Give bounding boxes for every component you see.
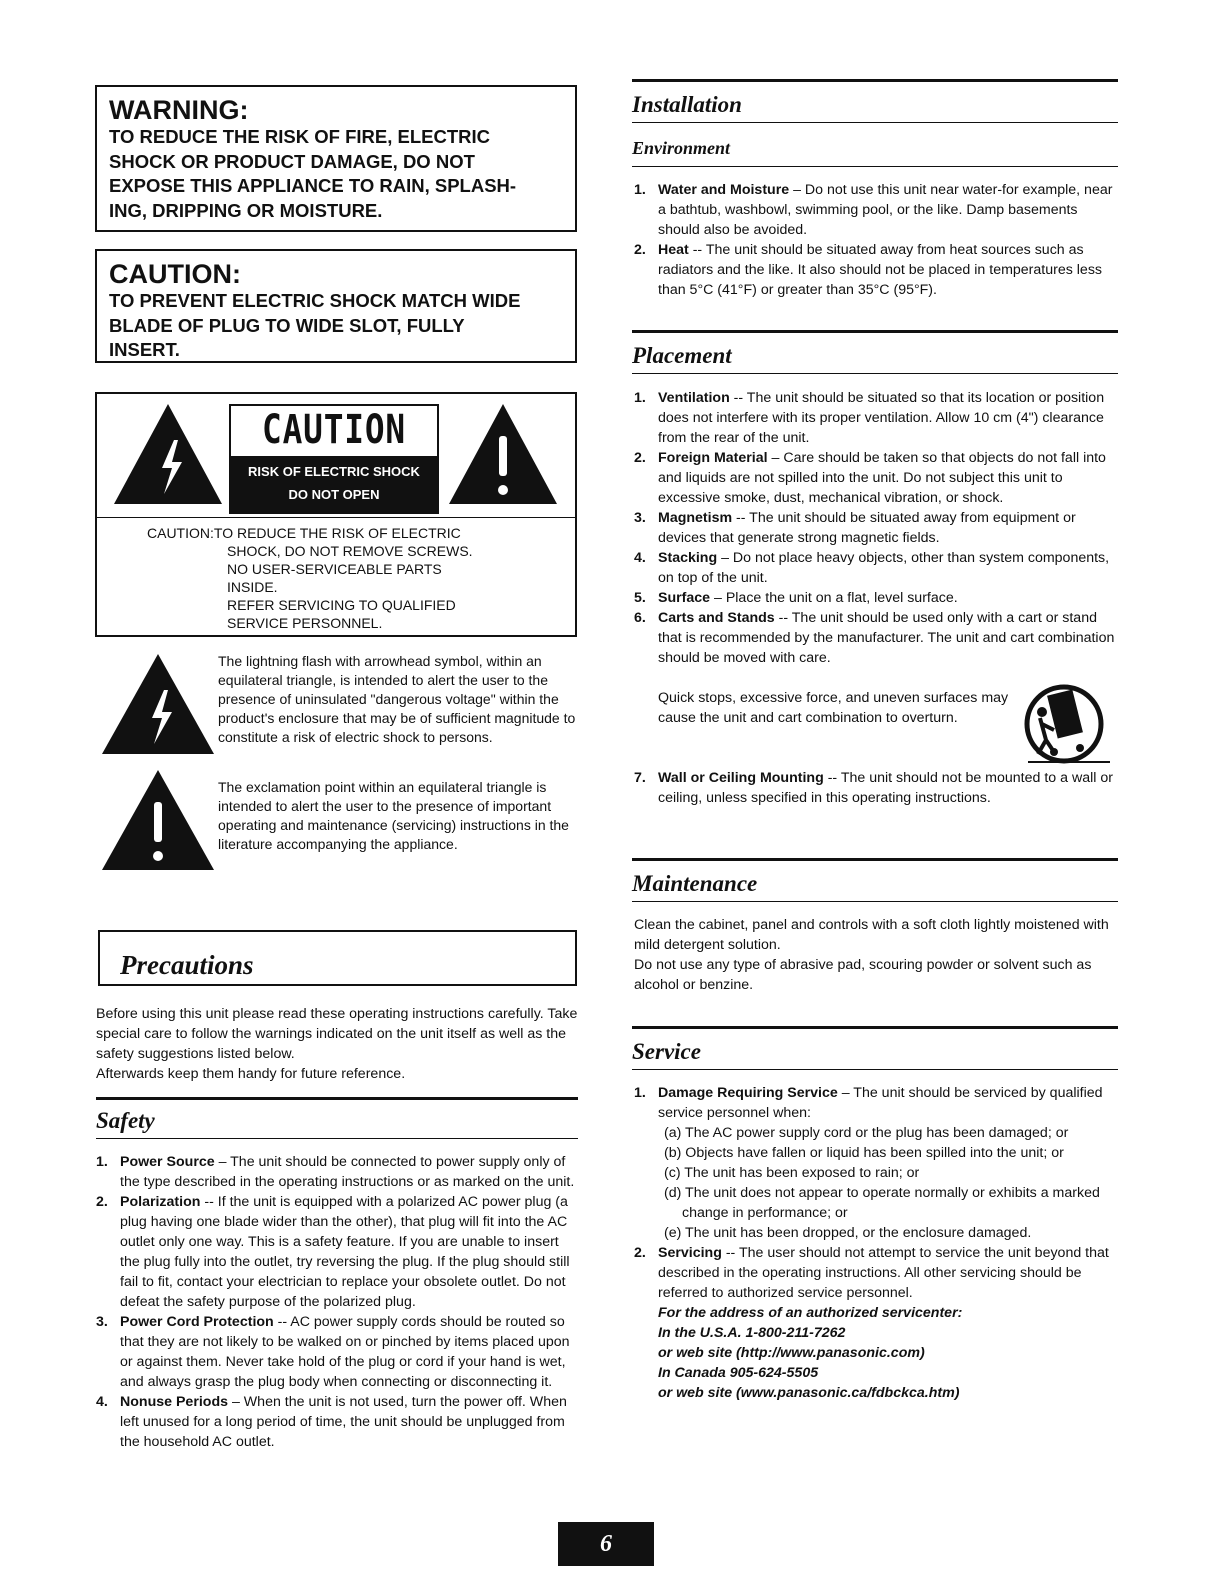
list-item: (e) The unit has been dropped, or the enclosure damaged. bbox=[664, 1225, 1032, 1241]
list-item: 6. Carts and Stands -- The unit should be used only with a cart or stand that is recommended by the manufacturer. The unit and cart combination should be moved with care. bbox=[634, 610, 1115, 666]
lightning-symbol-icon bbox=[100, 652, 216, 756]
placement-title: Placement bbox=[632, 343, 732, 368]
caution-label-big: CAUTION bbox=[262, 407, 406, 453]
list-item: 2. Polarization -- If the unit is equipped with a polarized AC power plug (a plug having one blade wider than the other), that plug will fit into the AC outlet only one way. This is a safety feature. If you are unable to insert the plug fully into the outlet, try reversing the plug. If the plug should still fail to fit, contact your electrician to replace your obsolete outlet. Do not defeat the safety purpose of the polarized plug. bbox=[96, 1194, 570, 1310]
caution-box bbox=[95, 249, 577, 363]
safety-list bbox=[96, 1152, 578, 1452]
list-item: 4. Nonuse Periods – When the unit is not used, turn the power off. When left unused for a long period of time, the unit should be unplugged from the household AC outlet. bbox=[96, 1394, 567, 1450]
warning-line: TO REDUCE THE RISK OF FIRE, ELECTRIC bbox=[109, 126, 490, 147]
caution-label-text-line: REFER SERVICING TO QUALIFIED bbox=[227, 597, 456, 613]
maintenance-text-1: Clean the cabinet, panel and controls with a soft cloth lightly moistened with mild detergent solution. bbox=[634, 917, 1109, 953]
lightning-warning-icon bbox=[112, 402, 224, 506]
list-item: 5. Surface – Place the unit on a flat, level surface. bbox=[634, 590, 958, 606]
list-item: 4. Stacking – Do not place heavy objects, other than system components, on top of the unit. bbox=[634, 550, 1110, 586]
caution-label-line1: RISK OF ELECTRIC SHOCK bbox=[248, 464, 420, 479]
exclamation-warning-icon bbox=[447, 402, 559, 506]
caution-label-line2: DO NOT OPEN bbox=[288, 487, 380, 502]
lightning-symbol-text: The lightning flash with arrowhead symbol, within an equilateral triangle, is intended to alert the user to the presence of uninsulated "dangerous voltage" within the product's enclosure that may be of sufficient magnitude to constitute a risk of electric shock to persons. bbox=[218, 653, 576, 745]
maintenance-title: Maintenance bbox=[632, 871, 758, 896]
cart-tipping-icon bbox=[1024, 678, 1110, 772]
service-list bbox=[634, 1083, 1118, 1403]
precautions-intro2: Afterwards keep them handy for future reference. bbox=[96, 1066, 406, 1082]
safety-title: Safety bbox=[96, 1108, 155, 1133]
service-title: Service bbox=[632, 1039, 701, 1064]
list-item: 1. Power Source – The unit should be connected to power supply only of the type described in the operating instructions or as marked on the unit. bbox=[96, 1154, 575, 1190]
service-contact-line: In the U.S.A. 1-800-211-7262 bbox=[658, 1325, 846, 1341]
list-item: 2. Heat -- The unit should be situated away from heat sources such as radiators and the like. It also should not be placed in temperatures less than 5°C (41°F) or greater than 35°C (95°F). bbox=[634, 242, 1103, 298]
list-item: 1. Ventilation -- The unit should be situated so that its location or position does not interfere with its proper ventilation. Allow 10 cm (4") clearance from the rear of the unit. bbox=[634, 390, 1105, 446]
service-contact-line: For the address of an authorized servicenter: bbox=[658, 1305, 963, 1321]
maintenance-text-2: Do not use any type of abrasive pad, scouring powder or solvent such as alcohol or benzine. bbox=[634, 957, 1092, 993]
warning-title: WARNING: bbox=[109, 95, 249, 125]
exclamation-symbol-text: The exclamation point within an equilateral triangle is intended to alert the user to the presence of important operating and maintenance (servicing) instructions in the literature accompanying the appliance. bbox=[218, 779, 569, 852]
list-item: 1. Damage Requiring Service – The unit should be serviced by qualified service personnel when: (a) The AC power supply cord or the plug has been damaged; or (b) Objects have fallen or liquid has been spilled into the unit; or (c) The unit has been exposed to rain; or (d) The unit does not appear to operate normally or exhibits a marked change in performance; or (e) The unit has been dropped, or the enclosure damaged. bbox=[634, 1083, 1118, 1243]
service-conditions bbox=[658, 1123, 1118, 1243]
caution-label-text-line: NO USER-SERVICEABLE PARTS bbox=[227, 561, 442, 577]
list-item: 3. Magnetism -- The unit should be situated away from equipment or devices that generate strong magnetic fields. bbox=[634, 510, 1076, 546]
warning-box bbox=[95, 85, 577, 232]
safety-heading bbox=[96, 1097, 578, 1139]
list-item: 1. Water and Moisture – Do not use this unit near water-for example, near a bathtub, washbowl, swimming pool, or the like. Damp basements should also be avoided. bbox=[634, 182, 1113, 238]
warning-line: EXPOSE THIS APPLIANCE TO RAIN, SPLASH- bbox=[109, 175, 517, 196]
warning-line: SHOCK OR PRODUCT DAMAGE, DO NOT bbox=[109, 150, 475, 172]
cart-warning-text: Quick stops, excessive force, and uneven surfaces may cause the unit and cart combination to overturn. bbox=[658, 690, 1009, 726]
environment-list bbox=[634, 180, 1118, 300]
list-item: (c) The unit has been exposed to rain; or bbox=[664, 1165, 920, 1181]
caution-label-text-line: SHOCK, DO NOT REMOVE SCREWS. bbox=[227, 543, 473, 559]
placement-heading bbox=[632, 330, 1118, 374]
list-item: (d) The unit does not appear to operate normally or exhibits a marked change in performance; or bbox=[664, 1185, 1100, 1221]
installation-underline bbox=[632, 122, 1118, 123]
caution-line: TO PREVENT ELECTRIC SHOCK MATCH WIDE bbox=[109, 290, 521, 311]
service-heading bbox=[632, 1026, 1118, 1070]
environment-subtitle: Environment bbox=[632, 138, 731, 158]
warning-line: ING, DRIPPING OR MOISTURE. bbox=[109, 199, 383, 221]
caution-label-text bbox=[147, 524, 473, 632]
caution-label-box bbox=[95, 392, 577, 637]
service-contact-line: In Canada 905-624-5505 bbox=[658, 1365, 819, 1381]
caution-line: INSERT. bbox=[109, 339, 180, 360]
exclamation-symbol-icon bbox=[100, 768, 216, 872]
precautions-title: Precautions bbox=[120, 950, 254, 980]
list-item: 2. Servicing -- The user should not attempt to service the unit beyond that described in the operating instructions. All other servicing should be referred to authorized service personnel. For the address of an authorized servicenter: In the U.S.A. 1-800-211-7262 or web site (http://www.panasonic.com) In Canada 905-624-5505 or web site (www.panasonic.ca/fdbckca.htm) bbox=[634, 1243, 1118, 1403]
placement-list bbox=[634, 388, 1118, 668]
page-number bbox=[558, 1522, 654, 1566]
caution-label-text-line: CAUTION:TO REDUCE THE RISK OF ELECTRIC bbox=[147, 525, 461, 541]
caution-line: BLADE OF PLUG TO WIDE SLOT, FULLY bbox=[109, 314, 465, 336]
page-number-text: 6 bbox=[600, 1531, 612, 1557]
service-contact-line: or web site (www.panasonic.ca/fdbckca.htm) bbox=[658, 1385, 960, 1401]
list-item: 2. Foreign Material – Care should be taken so that objects do not fall into and liquids are not spilled into the unit. Do not subject this unit to excessive smoke, dust, mechanical vibration, or shock. bbox=[634, 450, 1106, 506]
caution-label-divider bbox=[97, 517, 575, 518]
list-item: (a) The AC power supply cord or the plug has been damaged; or bbox=[664, 1125, 1069, 1141]
list-item: (b) Objects have fallen or liquid has been spilled into the unit; or bbox=[664, 1145, 1064, 1161]
installation-heading bbox=[632, 79, 1118, 123]
service-contact-line: or web site (http://www.panasonic.com) bbox=[658, 1345, 925, 1361]
list-item: 7. Wall or Ceiling Mounting -- The unit should not be mounted to a wall or ceiling, unless specified in this operating instructions. bbox=[634, 770, 1113, 806]
caution-label bbox=[229, 404, 439, 514]
list-item: 3. Power Cord Protection -- AC power supply cords should be routed so that they are not likely to be walked on or pinched by items placed upon or against them. Never take hold of the plug or cord if your hand is wet, and always grasp the plug body when connecting or disconnecting it. bbox=[96, 1314, 570, 1390]
caution-title: CAUTION: bbox=[109, 259, 241, 289]
environment-underline bbox=[632, 166, 1118, 167]
maintenance-heading bbox=[632, 858, 1118, 902]
caution-label-text-line: SERVICE PERSONNEL. bbox=[227, 615, 383, 631]
precautions-box bbox=[98, 930, 577, 986]
installation-title: Installation bbox=[632, 92, 742, 117]
caution-label-text-line: INSIDE. bbox=[227, 579, 278, 595]
precautions-intro: Before using this unit please read these operating instructions carefully. Take special care to follow the warnings indicated on the unit itself as well as the safety suggestions listed below. bbox=[96, 1006, 578, 1062]
placement-list-7 bbox=[634, 768, 1118, 808]
